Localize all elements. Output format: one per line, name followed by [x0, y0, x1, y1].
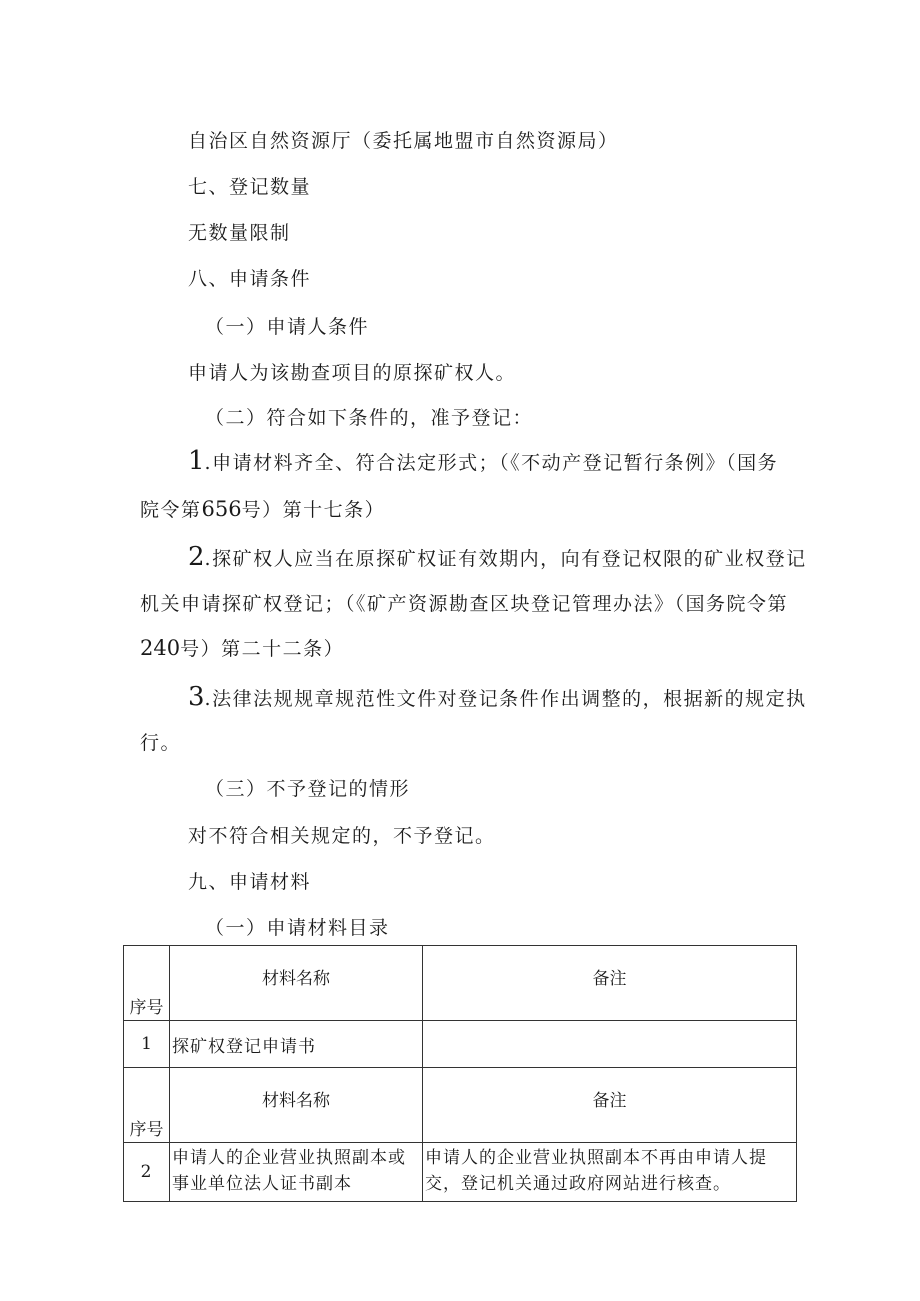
condition-1-line-1: [188, 446, 778, 476]
row-seq: 1: [124, 1021, 170, 1068]
paragraph-rejection: 对不符合相关规定的，不予登记。: [188, 825, 496, 847]
table-row: [124, 1143, 797, 1202]
condition-2-line-2: 机关申请探矿权登记；（《矿产资源勘查区块登记管理办法》（国务院令第: [140, 593, 789, 615]
paragraph-registration-authority: 自治区自然资源厅（委托属地盟市自然资源局）: [188, 130, 619, 152]
decree-number-240: 240: [140, 636, 181, 660]
row-seq: 2: [124, 1143, 170, 1202]
header-material-name: 材料名称: [170, 1068, 423, 1143]
materials-table: [123, 945, 797, 1202]
paragraph-quantity: 无数量限制: [188, 222, 291, 244]
condition-3-text: .法律法规规章规范性文件对登记条件作出调整的，根据新的规定执: [204, 688, 807, 710]
subheading-applicant-conditions: （一）申请人条件: [205, 316, 370, 338]
header-seq: 序号: [124, 1068, 170, 1143]
condition-3-line-1: [188, 682, 807, 712]
condition-1-number: 1: [188, 446, 205, 476]
row-remarks: 申请人的企业营业执照副本不再由申请人提 交，登记机关通过政府网站进行核查。: [423, 1143, 797, 1202]
header-remarks: 备注: [423, 946, 797, 1021]
condition-3-number: 3: [188, 682, 205, 712]
table-header-row-repeat: [124, 1068, 797, 1143]
paragraph-applicant: 申请人为该勘查项目的原探矿权人。: [188, 362, 517, 384]
condition-3-line-2: 行。: [140, 732, 182, 754]
row-remarks: [423, 1021, 797, 1068]
condition-2-line-1: [188, 542, 807, 572]
section-heading-9: 九、申请材料: [188, 871, 312, 893]
subheading-approval-conditions: （二）符合如下条件的，准予登记：: [205, 407, 534, 429]
subheading-rejection: （三）不予登记的情形: [205, 778, 411, 800]
condition-2-text: .探矿权人应当在原探矿权证有效期内，向有登记权限的矿业权登记: [204, 548, 807, 570]
header-seq: 序号: [124, 946, 170, 1021]
section-heading-8: 八、申请条件: [188, 268, 312, 290]
subheading-material-list: （一）申请材料目录: [205, 917, 390, 939]
table-row: [124, 1021, 797, 1068]
section-heading-7: 七、登记数量: [188, 176, 312, 198]
condition-1-line-2: 院令第656号）第十七条）: [140, 497, 386, 521]
condition-2-line-3: 240号）第二十二条）: [140, 636, 345, 660]
row-material-name: 申请人的企业营业执照副本或 事业单位法人证书副本: [170, 1143, 423, 1202]
header-remarks: 备注: [423, 1068, 797, 1143]
header-material-name: 材料名称: [170, 946, 423, 1021]
condition-1-text: .申请材料齐全、符合法定形式；（《不动产登记暂行条例》（国务: [204, 452, 779, 474]
condition-2-number: 2: [188, 542, 205, 572]
decree-number-656: 656: [201, 497, 242, 521]
row-material-name: 探矿权登记申请书: [170, 1021, 423, 1068]
table-header-row: [124, 946, 797, 1021]
